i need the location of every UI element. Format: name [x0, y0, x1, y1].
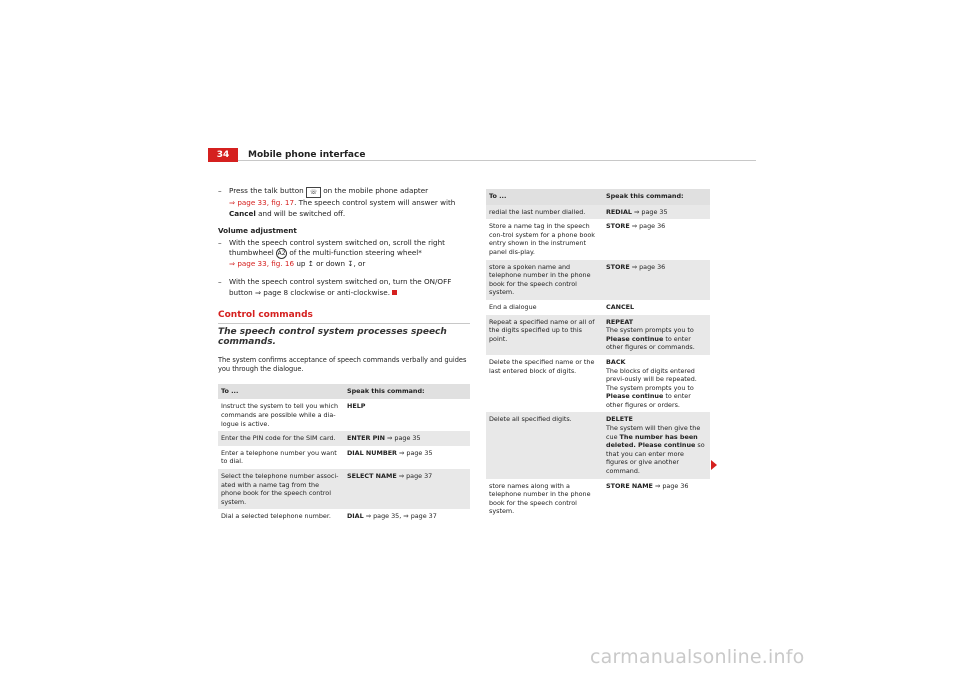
page-header — [208, 148, 756, 162]
column-header: Speak this command: — [603, 189, 710, 205]
command-cell: DIAL NUMBER ⇒ page 35 — [347, 448, 433, 457]
command-cell: CANCEL — [606, 302, 635, 311]
section-divider — [218, 323, 470, 324]
table-header-row — [218, 384, 470, 400]
table-row — [486, 479, 710, 519]
task-cell: Store a name tag in the speech con-trol system for a phone book entry shown in the instrument panel dis-play. — [489, 222, 595, 256]
command-cell: DIAL ⇒ page 35, ⇒ page 37 — [347, 512, 437, 521]
callout-a2-icon: A2 — [277, 250, 286, 258]
column-header: To ... — [486, 189, 603, 205]
page-reference: ⇒ page 8 — [255, 287, 289, 297]
table-row — [218, 446, 470, 469]
table-row — [486, 205, 710, 220]
watermark: carmanualsonline.info — [590, 646, 805, 668]
table-row — [218, 399, 470, 431]
table-row — [218, 509, 470, 524]
section-intro: The system confirms acceptance of speech commands verbally and guides you through the dialogue. — [218, 355, 467, 374]
task-cell: redial the last number dialled. — [486, 205, 603, 220]
table-row — [486, 315, 710, 355]
task-cell: Enter the PIN code for the SIM card. — [218, 431, 344, 446]
task-cell: Instruct the system to tell you which commands are possible while a dia-logue is active. — [221, 402, 339, 428]
task-cell: store a spoken name and telephone number in the phone book for the speech control system. — [486, 260, 603, 300]
talk-button-icon: ☏ — [306, 187, 321, 198]
scroll-down-icon: ↧ — [347, 259, 354, 269]
scroll-up-icon: ↥ — [307, 259, 314, 269]
task-cell: Delete all specified digits. — [486, 412, 603, 478]
task-cell: Select the telephone number associ-ated with a name tag from the phone book for the speech control system. — [218, 469, 344, 509]
section-title: Control commands — [218, 310, 313, 321]
left-column — [218, 186, 470, 524]
table-header-row — [486, 189, 710, 205]
right-column — [486, 189, 710, 519]
command-cell: DELETE The system will then give the cue The number has been deleted. Please continue so that you can enter more figures or give another command. — [603, 412, 710, 478]
page-link[interactable]: ⇒ page 33, fig. 16 — [229, 259, 295, 269]
command-cell: REPEAT The system prompts you to Please continue to enter other figures or commands. — [603, 315, 710, 355]
table-row — [486, 412, 710, 478]
header-divider — [238, 160, 756, 161]
page-number: 34 — [208, 148, 238, 162]
continue-arrow-icon — [711, 460, 717, 470]
page-link[interactable]: ⇒ page 33, fig. 17 — [229, 198, 295, 207]
commands-table-left — [218, 384, 470, 524]
command-cell: SELECT NAME ⇒ page 37 — [344, 469, 470, 509]
command-cell: ENTER PIN ⇒ page 35 — [344, 431, 470, 446]
table-row — [486, 355, 710, 413]
task-cell: store names along with a telephone number in the phone book for the speech control system. — [489, 481, 591, 516]
command-cell: HELP — [347, 402, 366, 411]
chapter-title: Mobile phone interface — [248, 150, 366, 160]
commands-table-right — [486, 189, 710, 519]
table-row — [486, 219, 710, 259]
instruction-talk-button: – Press the talk button ☏ on the mobile phone adapter ⇒ page 33, fig. 17. The speech control system will answer with Cancel and will be switched off. — [218, 186, 456, 218]
task-cell: Enter a telephone number you want to dial. — [221, 448, 337, 466]
command-cell: STORE ⇒ page 36 — [603, 260, 710, 300]
table-row — [218, 431, 470, 446]
task-cell: Repeat a specified name or all of the digits specified up to this point. — [486, 315, 603, 355]
instruction-thumbwheel: – With the speech control system switched on, scroll the right thumbwheel A2 of the multi-function steering wheel* ⇒ page 33, fig. 16 up ↥ or down ↧, or — [218, 237, 445, 269]
task-cell: End a dialogue — [489, 302, 537, 311]
section-subtitle: The speech control system processes speech commands. — [218, 326, 447, 348]
instruction-on-off: – With the speech control system switched on, turn the ON/OFF button ⇒ page 8 clockwise or anti-clockwise. — [218, 276, 452, 297]
command-cell: STORE ⇒ page 36 — [606, 222, 666, 231]
table-row — [218, 469, 470, 509]
column-header: Speak this command: — [344, 384, 470, 400]
end-of-section-icon — [392, 290, 397, 295]
table-row — [486, 260, 710, 300]
task-cell: Dial a selected telephone number. — [221, 512, 331, 521]
table-row — [486, 300, 710, 315]
volume-heading: Volume adjustment — [218, 226, 297, 236]
command-cell: REDIAL ⇒ page 35 — [603, 205, 710, 220]
command-cell: STORE NAME ⇒ page 36 — [606, 481, 689, 490]
task-cell: Delete the specified name or the last entered block of digits. — [489, 357, 595, 375]
column-header: To ... — [218, 384, 344, 400]
command-cell: BACK The blocks of digits entered previ-ously will be repeated. The system prompts you to Please continue to enter other figures or orders. — [606, 357, 697, 409]
